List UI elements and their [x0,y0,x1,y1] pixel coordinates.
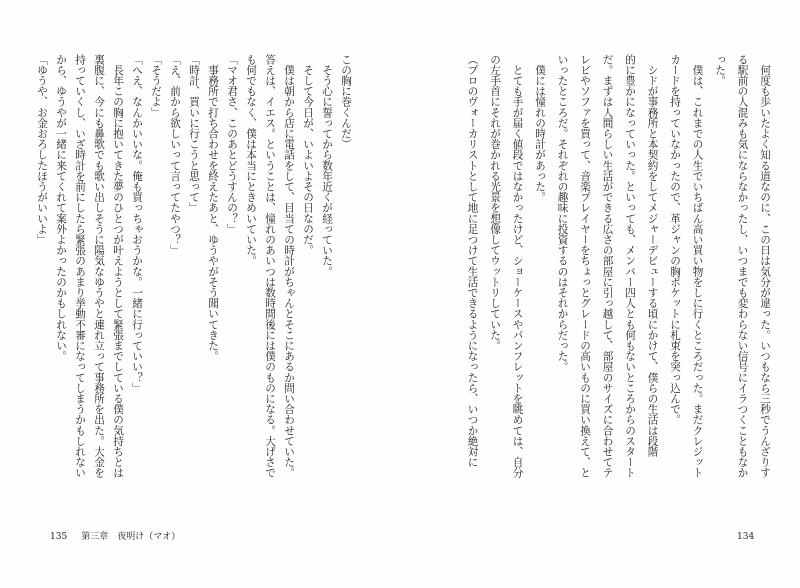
text-line: 持っていくし、いざ時計を前にしたら緊張のあまり挙動不審になってしまうかもしれない [74,54,86,478]
text-line: 「そうだよ」 [150,54,162,118]
page-number: 134 [737,532,755,542]
page-footer [737,531,754,543]
text-line: 事務所で打ち合わせを終えたあと、ゆうやがそう聞いてきた。 [207,54,219,362]
text-line: だ。まずは人間らしい生活ができる広さの部屋に引っ越して、部屋のサイズに合わせてテ [601,54,614,478]
text-line: 僕は、これまでの人生でいちばん高い買い物をしに行くところだった。まだクレジット [691,54,704,478]
running-head: 第三章 夜明け（マオ） [81,532,181,542]
text-line: の左手首にそれが巻かれる光景を想像してウットリしていた。 [489,54,501,351]
text-line: 裏腹に、今にも鼻歌でも歌い出しそうに陽気なゆうやと連れ立って事務所を出た。大金を [93,54,105,478]
text-line: 「時計、買いに行こうと思って」 [188,54,200,213]
text-line: 「マオ君さ、このあとどうすんの？」 [226,54,238,235]
text-line: 「え、前から欲しいって言ってたやつ？」 [169,54,181,256]
text-line: いったところだ。それぞれの趣味に投資するのはそれからだった。 [556,54,569,372]
text-line: 何度も歩いたよく知る道なのに、この日は気分が違った。いつもなら三秒でうんざりす [759,54,771,478]
text-line: 僕には憧れの時計があった。 [534,54,546,203]
text-line: も何でもなく、僕は本当にときめいていた。 [245,54,257,266]
text-line: る駅前の人混みも気にならなかったし、いつまでも変わらない信号にイラつくこともなか [736,54,749,478]
text-line: 「へえ、なんかいいな。俺も買っちゃおうかな。一緒に行っていい？」 [131,54,143,394]
text-line: 長年この胸に抱いてきた夢のひとつが叶えようとして緊張までしている僕の気持ちとは [112,54,124,478]
text-line: レビやソファを買って、音楽プレイヤーをちょっとグレードの高いものに買い換えて、と [579,54,591,478]
text-line: 的に豊かになっていった。といっても、メンバー四人とも何もないところからのスタート [624,54,636,478]
text-line: 僕は朝から店に電話をして、目当ての時計がちゃんとそこにあるか問い合わせていた。 [283,54,295,478]
text-line: そして今日が、いよいよその日なのだ。 [302,54,314,256]
text-line: とても手が届く値段ではなかったけど、ショーケースやパンフレットを眺めては、自分 [511,54,524,478]
text-line: この胸に巻くんだ） [340,54,352,150]
text-line: った。 [714,54,726,86]
text-line: そう心に誓ってから数年近くが経っていた。 [321,54,333,277]
text-line: （プロのヴォーカリストとして地に足つけて生活できるようになったら、いつか絶対に [466,54,479,468]
page-number: 135 [50,532,68,542]
right-page [400,0,800,588]
body-text [32,54,355,490]
page-footer [50,531,180,543]
text-line: シドが事務所と本契約をしてメジャーデビューする頃にかけて、僕らの生活は段階 [646,54,659,457]
body-text [461,54,776,490]
text-line: から、ゆうやが一緒に来てくれて案外よかったのかもしれない。 [55,54,67,362]
text-line: 答えは、イエス。ということは、憧れのあいつは数時間後には僕のものになる。大げさで [264,54,276,478]
text-line: 「ゆうや、お金おろしたほうがいいよ」 [36,54,48,245]
text-line: カードを持っていなかったので、革ジャンの胸ポケットに札束を突っ込んで。 [669,54,681,425]
